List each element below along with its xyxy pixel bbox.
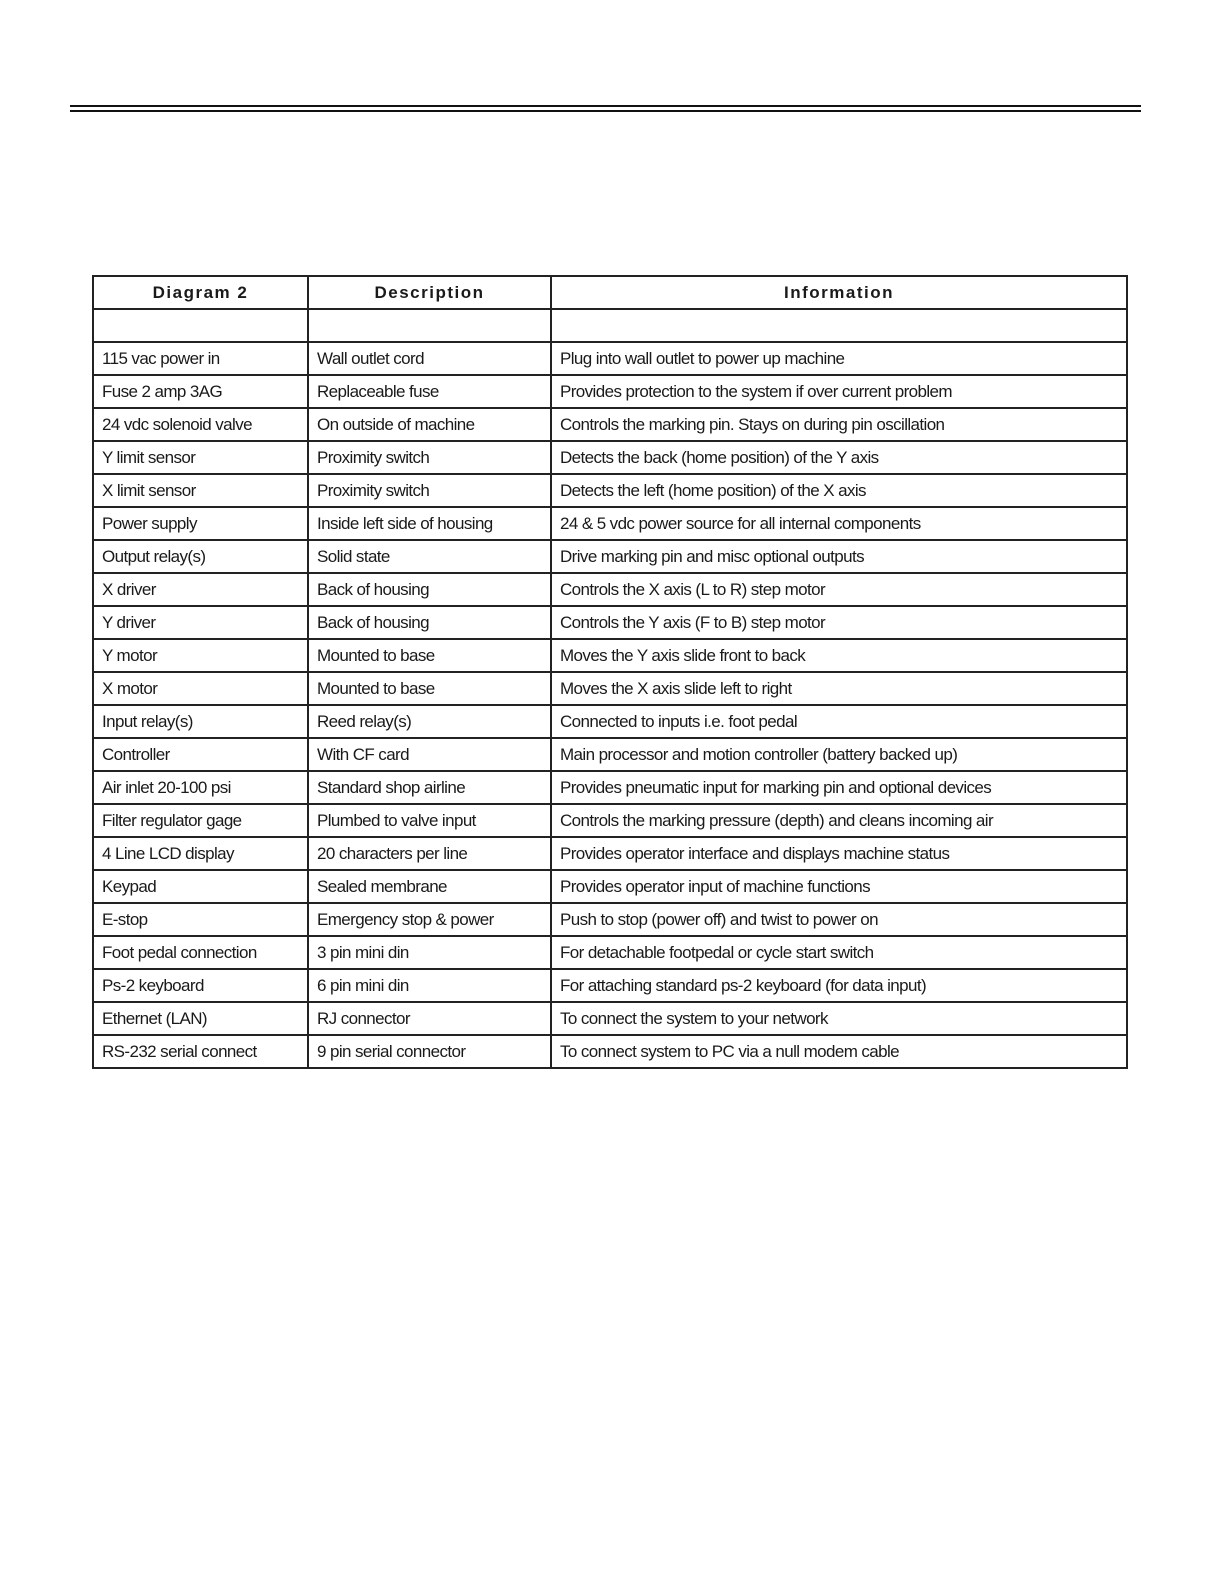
cell-diagram: Input relay(s) xyxy=(93,705,308,738)
table-row xyxy=(93,441,1127,474)
cell-description: With CF card xyxy=(308,738,551,771)
cell-information: Controls the marking pin. Stays on during pin oscillation xyxy=(551,408,1127,441)
cell-diagram: Power supply xyxy=(93,507,308,540)
table-row xyxy=(93,540,1127,573)
table-row xyxy=(93,474,1127,507)
cell-diagram: Controller xyxy=(93,738,308,771)
cell-information: Drive marking pin and misc optional outputs xyxy=(551,540,1127,573)
cell-information: Controls the X axis (L to R) step motor xyxy=(551,573,1127,606)
cell-description xyxy=(308,309,551,342)
cell-diagram: 4 Line LCD display xyxy=(93,837,308,870)
cell-description: Replaceable fuse xyxy=(308,375,551,408)
cell-description: 20 characters per line xyxy=(308,837,551,870)
cell-description: Reed relay(s) xyxy=(308,705,551,738)
cell-information: To connect system to PC via a null modem cable xyxy=(551,1035,1127,1068)
table-row xyxy=(93,309,1127,342)
cell-information: Detects the back (home position) of the Y axis xyxy=(551,441,1127,474)
cell-diagram: X limit sensor xyxy=(93,474,308,507)
cell-information: Controls the Y axis (F to B) step motor xyxy=(551,606,1127,639)
header-double-rule xyxy=(70,105,1141,107)
cell-description: 6 pin mini din xyxy=(308,969,551,1002)
cell-description: On outside of machine xyxy=(308,408,551,441)
cell-description: Inside left side of housing xyxy=(308,507,551,540)
cell-information: Provides operator input of machine functions xyxy=(551,870,1127,903)
cell-information: Push to stop (power off) and twist to power on xyxy=(551,903,1127,936)
cell-description: Back of housing xyxy=(308,606,551,639)
cell-diagram: Fuse 2 amp 3AG xyxy=(93,375,308,408)
cell-information: Provides operator interface and displays machine status xyxy=(551,837,1127,870)
cell-description: 9 pin serial connector xyxy=(308,1035,551,1068)
cell-information: Moves the X axis slide left to right xyxy=(551,672,1127,705)
column-header-diagram: Diagram 2 xyxy=(93,276,308,309)
cell-diagram: X driver xyxy=(93,573,308,606)
table-row xyxy=(93,342,1127,375)
column-header-information: Information xyxy=(551,276,1127,309)
cell-diagram: Air inlet 20-100 psi xyxy=(93,771,308,804)
cell-diagram: Y motor xyxy=(93,639,308,672)
cell-description: Standard shop airline xyxy=(308,771,551,804)
table-row xyxy=(93,507,1127,540)
cell-information: Plug into wall outlet to power up machine xyxy=(551,342,1127,375)
table-header-row xyxy=(93,276,1127,309)
column-header-description: Description xyxy=(308,276,551,309)
cell-diagram: Y limit sensor xyxy=(93,441,308,474)
table-row xyxy=(93,738,1127,771)
table-row xyxy=(93,936,1127,969)
table-row xyxy=(93,969,1127,1002)
table-row xyxy=(93,672,1127,705)
cell-description: RJ connector xyxy=(308,1002,551,1035)
table-row xyxy=(93,1035,1127,1068)
table-row xyxy=(93,771,1127,804)
cell-information: Main processor and motion controller (battery backed up) xyxy=(551,738,1127,771)
table-row xyxy=(93,375,1127,408)
table-row xyxy=(93,705,1127,738)
table-row xyxy=(93,837,1127,870)
table-row xyxy=(93,1002,1127,1035)
table-row xyxy=(93,870,1127,903)
cell-information xyxy=(551,309,1127,342)
cell-description: Proximity switch xyxy=(308,441,551,474)
table-row xyxy=(93,606,1127,639)
cell-diagram: Output relay(s) xyxy=(93,540,308,573)
table-row xyxy=(93,573,1127,606)
table-row xyxy=(93,639,1127,672)
cell-diagram: Ps-2 keyboard xyxy=(93,969,308,1002)
cell-information: For detachable footpedal or cycle start switch xyxy=(551,936,1127,969)
cell-information: Detects the left (home position) of the X axis xyxy=(551,474,1127,507)
cell-description: 3 pin mini din xyxy=(308,936,551,969)
cell-description: Mounted to base xyxy=(308,672,551,705)
table-row xyxy=(93,408,1127,441)
cell-description: Solid state xyxy=(308,540,551,573)
cell-diagram: Foot pedal connection xyxy=(93,936,308,969)
table-row xyxy=(93,804,1127,837)
cell-diagram: 24 vdc solenoid valve xyxy=(93,408,308,441)
cell-information: 24 & 5 vdc power source for all internal components xyxy=(551,507,1127,540)
cell-diagram: E-stop xyxy=(93,903,308,936)
cell-diagram: Filter regulator gage xyxy=(93,804,308,837)
cell-description: Back of housing xyxy=(308,573,551,606)
cell-diagram: RS-232 serial connect xyxy=(93,1035,308,1068)
cell-information: To connect the system to your network xyxy=(551,1002,1127,1035)
cell-information: Connected to inputs i.e. foot pedal xyxy=(551,705,1127,738)
cell-description: Wall outlet cord xyxy=(308,342,551,375)
cell-description: Sealed membrane xyxy=(308,870,551,903)
cell-diagram xyxy=(93,309,308,342)
cell-information: For attaching standard ps-2 keyboard (for data input) xyxy=(551,969,1127,1002)
table-row xyxy=(93,903,1127,936)
cell-diagram: 115 vac power in xyxy=(93,342,308,375)
cell-information: Moves the Y axis slide front to back xyxy=(551,639,1127,672)
components-table xyxy=(92,275,1128,1069)
cell-diagram: Y driver xyxy=(93,606,308,639)
cell-information: Controls the marking pressure (depth) and cleans incoming air xyxy=(551,804,1127,837)
cell-information: Provides protection to the system if over current problem xyxy=(551,375,1127,408)
table-body xyxy=(93,309,1127,1068)
cell-diagram: X motor xyxy=(93,672,308,705)
cell-description: Emergency stop & power xyxy=(308,903,551,936)
cell-description: Plumbed to valve input xyxy=(308,804,551,837)
cell-diagram: Ethernet (LAN) xyxy=(93,1002,308,1035)
cell-information: Provides pneumatic input for marking pin and optional devices xyxy=(551,771,1127,804)
cell-diagram: Keypad xyxy=(93,870,308,903)
cell-description: Mounted to base xyxy=(308,639,551,672)
cell-description: Proximity switch xyxy=(308,474,551,507)
